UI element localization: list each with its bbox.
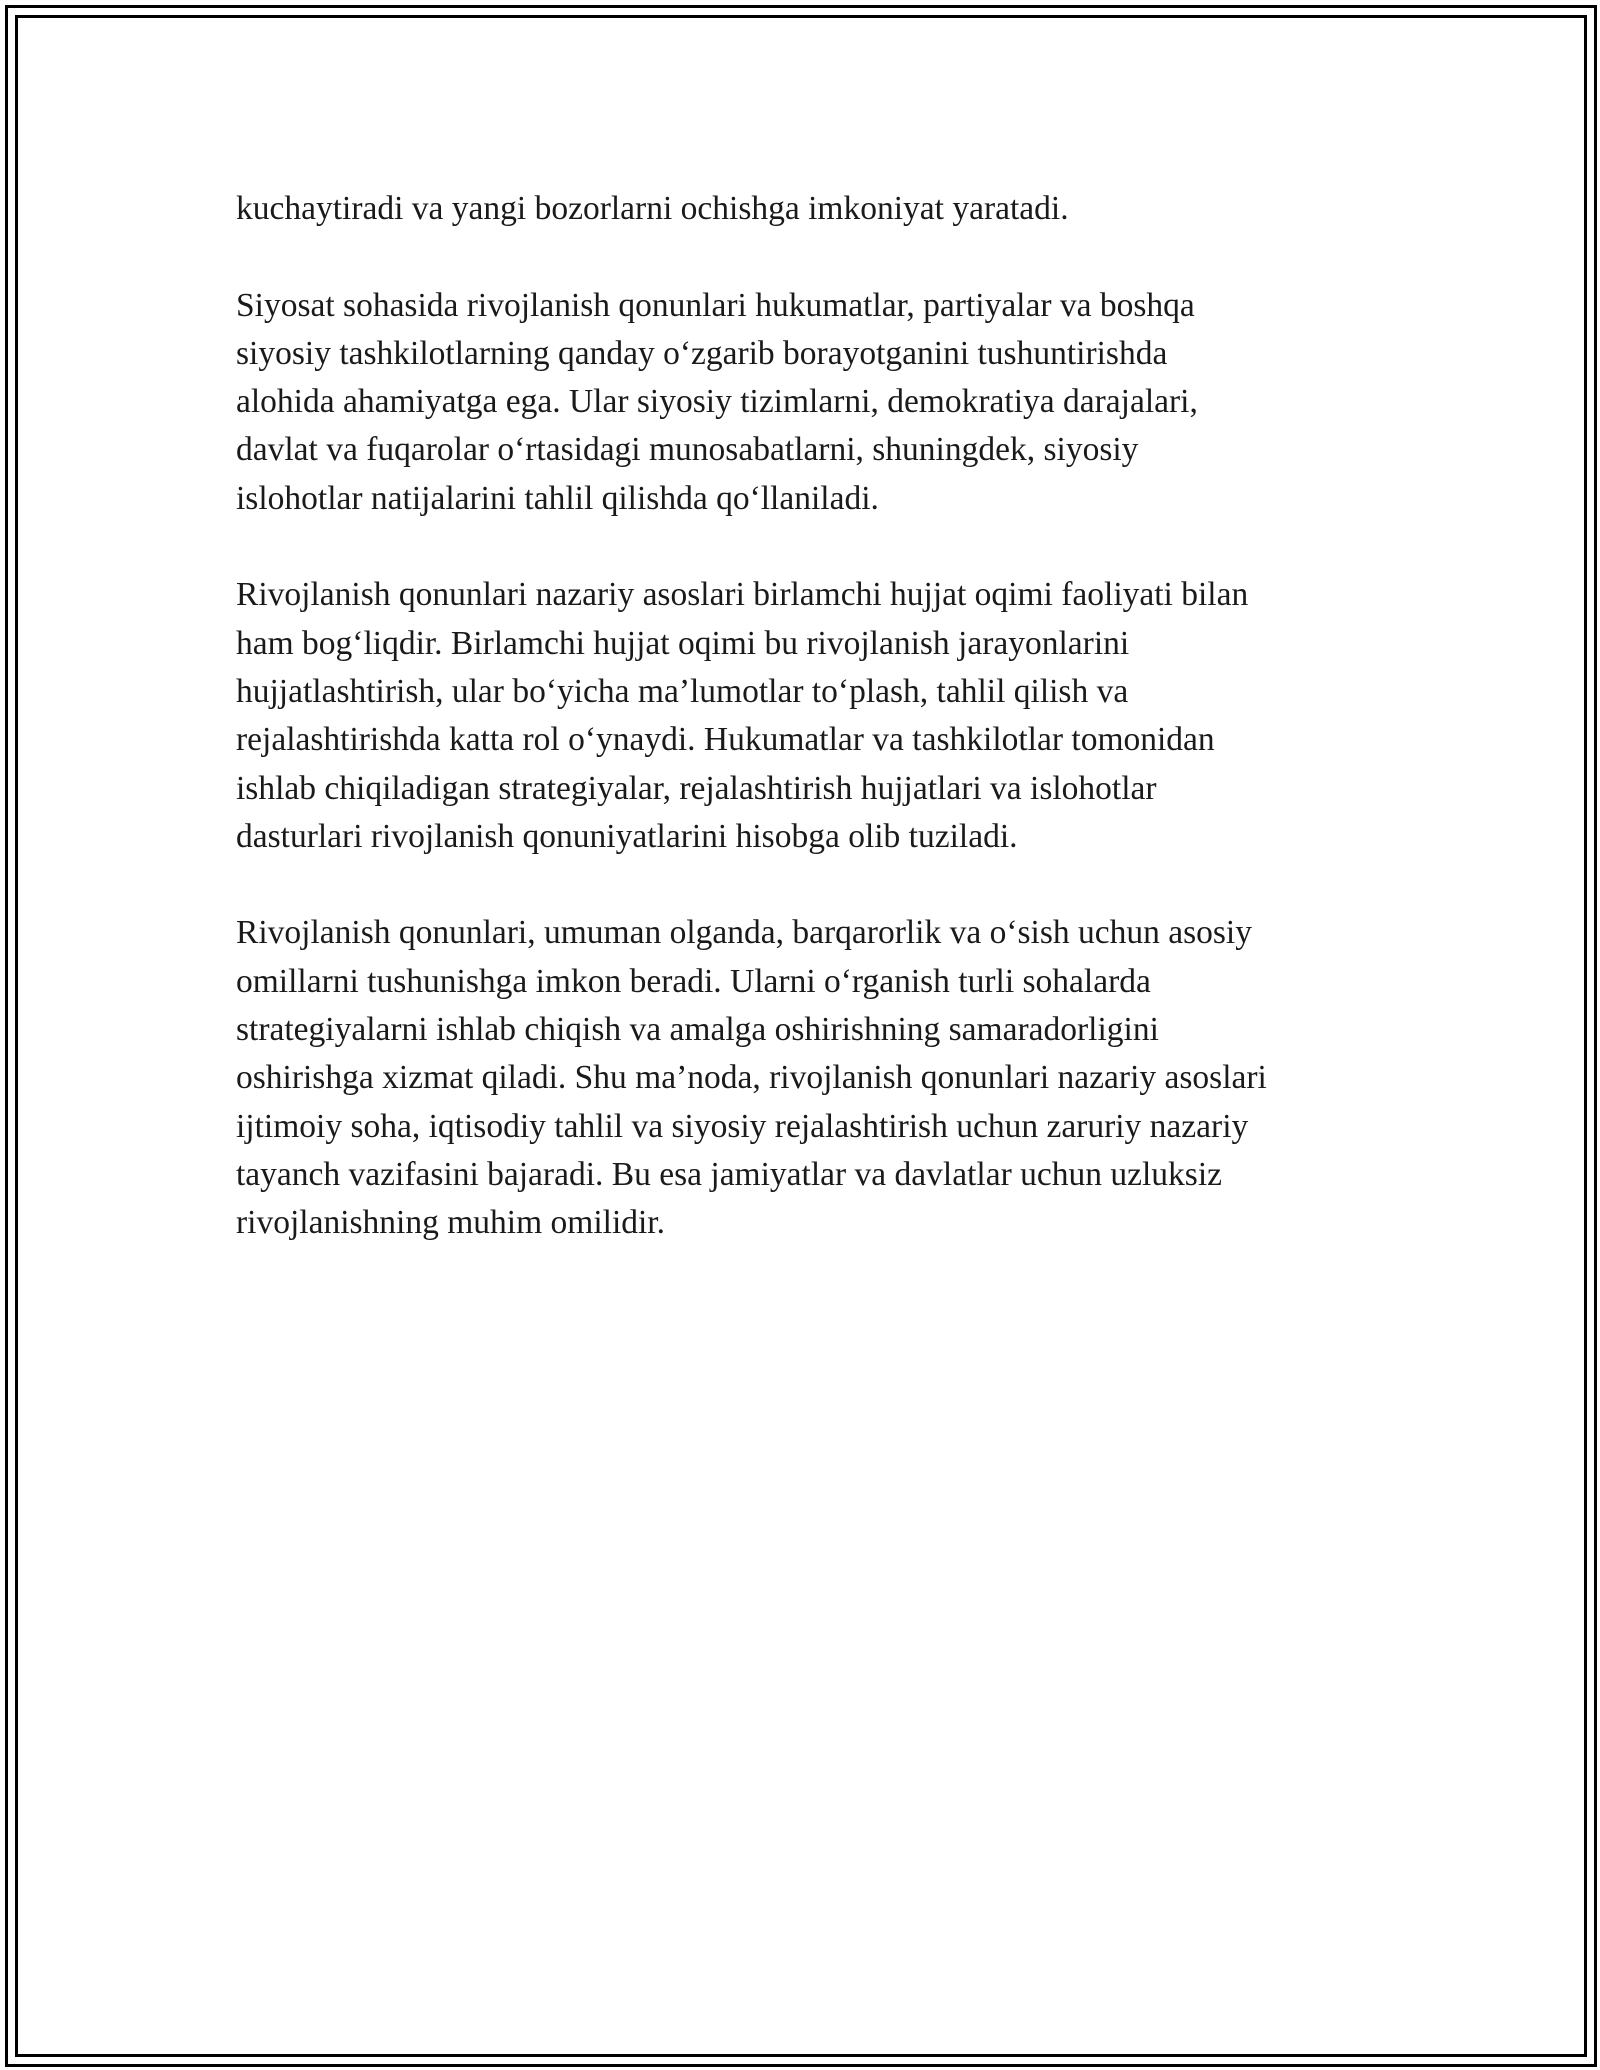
paragraph-document-flow: Rivojlanish qonunlari nazariy asoslari birlamchi hujjat oqimi faoliyati bilan ham bogʻliqdir. Birlamchi hujjat oqimi bu rivojlanish jarayonlarini hujjatlashtirish, ular boʻyicha ma’lumotlar toʻplash, tahlil qilish va rejalashtirishda katta rol oʻynaydi. Hukumatlar va tashkilotlar tomonidan ishlab chiqiladigan strategiyalar, rejalashtirish hujjatlari va islohotlar dasturlari rivojlanish qonuniyatlarini hisobga olib tuziladi.: [236, 576, 1249, 855]
paragraph-conclusion: Rivojlanish qonunlari, umuman olganda, barqarorlik va oʻsish uchun asosiy omillarni tushunishga imkon beradi. Ularni oʻrganish turli sohalarda strategiyalarni ishlab chiqish va amalga oshirishning samaradorligini oshirishga xizmat qiladi. Shu ma’noda, rivojlanish qonunlari nazariy asoslari ijtimoiy soha, iqtisodiy tahlil va siyosiy rejalashtirish uchun zaruriy nazariy tayanch vazifasini bajaradi. Bu esa jamiyatlar va davlatlar uchun uzluksiz rivojlanishning muhim omilidir.: [236, 914, 1267, 1242]
paragraph-continuation: kuchaytiradi va yangi bozorlarni ochishga imkoniyat yaratadi.: [236, 190, 1069, 227]
paragraph-politics: Siyosat sohasida rivojlanish qonunlari hukumatlar, partiyalar va boshqa siyosiy tashkilotlarning qanday oʻzgarib borayotganini tushuntirishda alohida ahamiyatga ega. Ular siyosiy tizimlarni, demokratiya darajalari, davlat va fuqarolar oʻrtasidagi munosabatlarni, shuningdek, siyosiy islohotlar natijalarini tahlil qilishda qoʻllaniladi.: [236, 286, 1198, 517]
document-body: [236, 185, 1386, 1248]
